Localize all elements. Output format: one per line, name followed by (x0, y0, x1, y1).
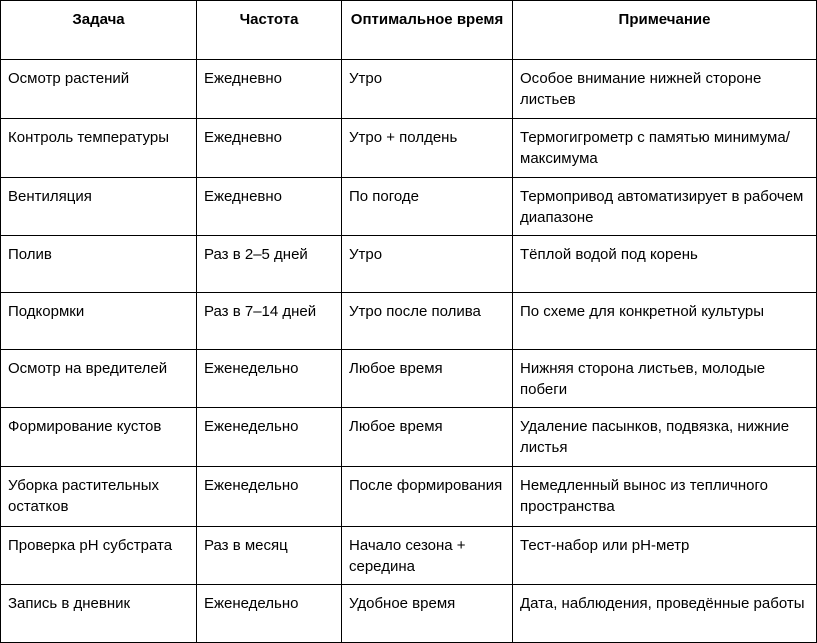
table-row (1, 350, 817, 408)
cell-task: Формирование кустов (1, 408, 197, 467)
cell-note: Термопривод автоматизирует в рабочем диапазоне (513, 178, 817, 236)
table-row (1, 527, 817, 585)
cell-frequency: Раз в месяц (197, 527, 342, 585)
table-row (1, 119, 817, 178)
cell-frequency: Еженедельно (197, 350, 342, 408)
cell-task: Проверка pH субстрата (1, 527, 197, 585)
table-row (1, 585, 817, 643)
table-row (1, 178, 817, 236)
cell-optimal-time: Утро (342, 236, 513, 293)
table-header-row (1, 1, 817, 60)
cell-note: Нижняя сторона листьев, молодые побеги (513, 350, 817, 408)
table-row (1, 236, 817, 293)
column-header-task: Задача (1, 1, 197, 60)
cell-optimal-time: Утро (342, 60, 513, 119)
table-row (1, 408, 817, 467)
table-row (1, 60, 817, 119)
cell-note: Особое внимание нижней стороне листьев (513, 60, 817, 119)
cell-frequency: Ежедневно (197, 178, 342, 236)
cell-task: Подкормки (1, 293, 197, 350)
table-row (1, 467, 817, 527)
cell-frequency: Ежедневно (197, 119, 342, 178)
cell-frequency: Еженедельно (197, 467, 342, 527)
cell-task: Запись в дневник (1, 585, 197, 643)
cell-task: Полив (1, 236, 197, 293)
cell-optimal-time: По погоде (342, 178, 513, 236)
cell-optimal-time: Утро + полдень (342, 119, 513, 178)
column-header-frequency: Частота (197, 1, 342, 60)
cell-task: Осмотр растений (1, 60, 197, 119)
cell-task: Осмотр на вредителей (1, 350, 197, 408)
cell-frequency: Раз в 2–5 дней (197, 236, 342, 293)
cell-optimal-time: Любое время (342, 408, 513, 467)
cell-frequency: Еженедельно (197, 408, 342, 467)
table-row (1, 293, 817, 350)
cell-note: Термогигрометр с памятью минимума/максимума (513, 119, 817, 178)
cell-optimal-time: Любое время (342, 350, 513, 408)
column-header-optimal-time: Оптимальное время (342, 1, 513, 60)
cell-frequency: Еженедельно (197, 585, 342, 643)
cell-note: Удаление пасынков, подвязка, нижние листья (513, 408, 817, 467)
cell-optimal-time: После формирования (342, 467, 513, 527)
cell-note: Дата, наблюдения, проведённые работы (513, 585, 817, 643)
column-header-note: Примечание (513, 1, 817, 60)
cell-task: Вентиляция (1, 178, 197, 236)
cell-frequency: Ежедневно (197, 60, 342, 119)
cell-note: Тест-набор или pH-метр (513, 527, 817, 585)
cell-note: Немедленный вынос из тепличного пространства (513, 467, 817, 527)
cell-optimal-time: Удобное время (342, 585, 513, 643)
cell-note: По схеме для конкретной культуры (513, 293, 817, 350)
cell-task: Контроль температуры (1, 119, 197, 178)
cell-note: Тёплой водой под корень (513, 236, 817, 293)
cell-frequency: Раз в 7–14 дней (197, 293, 342, 350)
cell-task: Уборка растительных остатков (1, 467, 197, 527)
cell-optimal-time: Утро после полива (342, 293, 513, 350)
cell-optimal-time: Начало сезона + середина (342, 527, 513, 585)
